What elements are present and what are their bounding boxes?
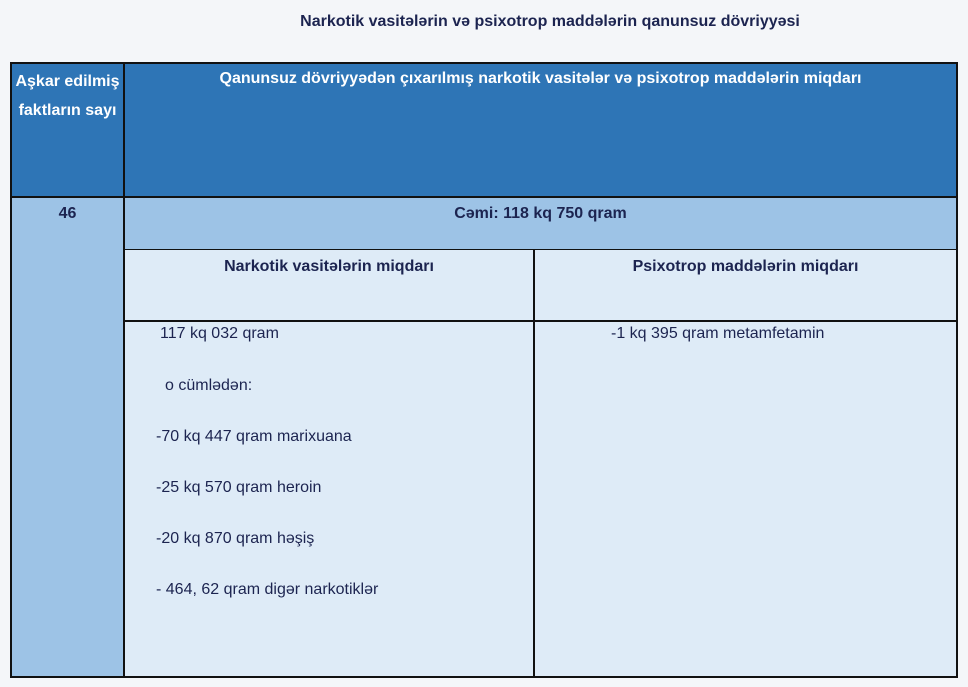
narcotics-line-including: o cümlədən: — [165, 377, 253, 394]
psychotropic-list — [535, 322, 956, 676]
facts-count-value: 46 — [12, 198, 123, 676]
psychotropic-header: Psixotrop maddələrin miqdarı — [535, 250, 956, 320]
psychotropic-line-methamphetamine: -1 kq 395 qram metamfetamin — [611, 325, 825, 342]
narcotics-line-heroin: -25 kq 570 qram heroin — [156, 479, 322, 496]
header-seized-quantity: Qanunsuz dövriyyədən çıxarılmış narkotik vasitələr və psixotrop maddələrin miqdarı — [125, 64, 956, 196]
narcotics-line-marijuana: -70 kq 447 qram marixuana — [156, 428, 352, 445]
narcotics-line-other: - 464, 62 qram digər narkotiklər — [156, 581, 379, 598]
narcotics-line-total: 117 kq 032 qram — [160, 325, 279, 342]
narcotics-line-hashish: -20 kq 870 qram həşiş — [156, 530, 315, 547]
header-facts-count: Aşkar edilmiş faktların sayı — [12, 64, 123, 196]
page-title: Narkotik vasitələrin və psixotrop maddələrin qanunsuz dövriyyəsi — [300, 13, 800, 30]
total-quantity: Cəmi: 118 kq 750 qram — [125, 198, 956, 249]
statistics-table — [10, 62, 958, 678]
narcotics-list — [125, 322, 533, 676]
narcotics-header: Narkotik vasitələrin miqdarı — [125, 250, 533, 320]
